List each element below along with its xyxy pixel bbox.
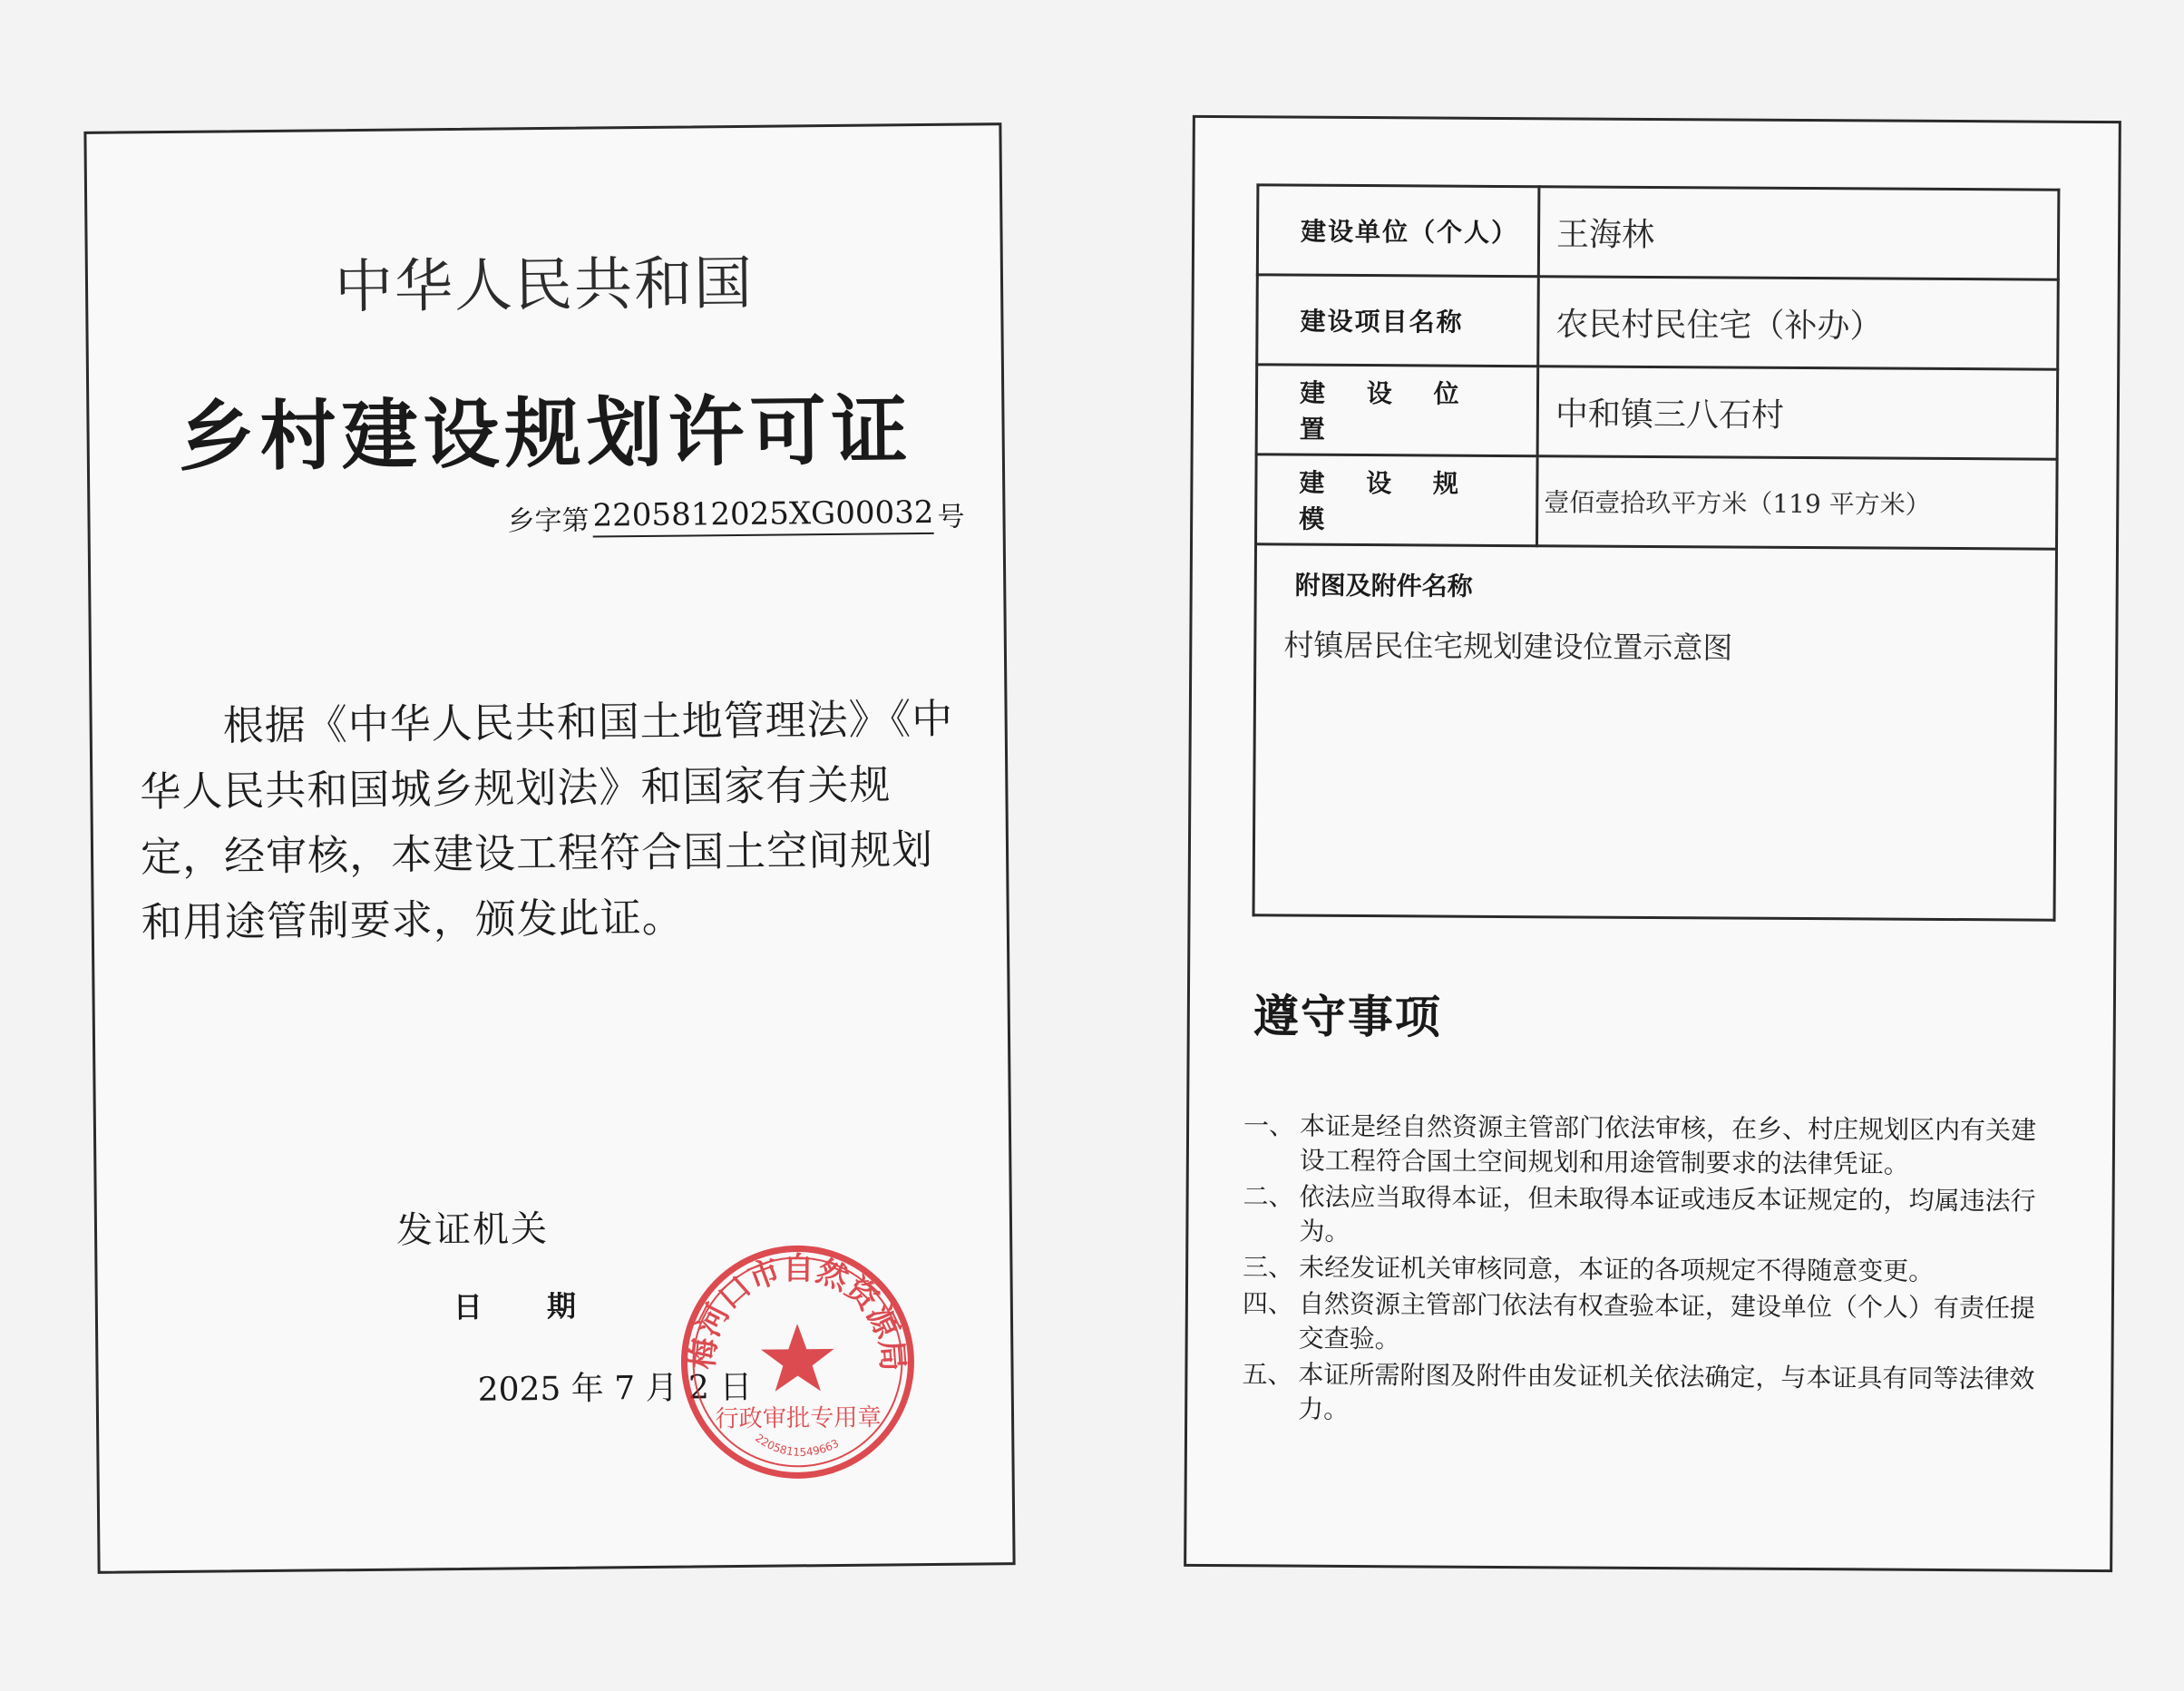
project-info-table (1253, 183, 2061, 921)
seal-sub-text: 行政审批专用章 (715, 1404, 882, 1433)
notice-text: 未经发证机关审核同意，本证的各项规定不得随意变更。 (1299, 1252, 1935, 1286)
table-row (1256, 455, 2058, 549)
serial-number-line (507, 494, 964, 539)
row-value: 壹佰壹拾玖平方米（119 平方米） (1537, 456, 2058, 549)
list-item (1243, 1286, 2059, 1360)
seal-star (761, 1324, 834, 1392)
notice-list (1242, 1109, 2060, 1432)
row-value: 农民村民住宅（补办） (1538, 277, 2059, 369)
list-item (1242, 1357, 2058, 1431)
notice-number: 二、 (1243, 1181, 1294, 1212)
notice-text: 依法应当取得本证，但未取得本证或违反本证规定的，均属违法行为。 (1299, 1181, 2036, 1246)
issuing-authority-label: 发证机关 (395, 1208, 550, 1252)
issue-date: 2025 年 7 月 2 日 (477, 1368, 753, 1409)
official-seal-icon (678, 1242, 918, 1482)
notice-text: 本证所需附图及附件由发证机关依法确定，与本证具有同等法律效力。 (1298, 1359, 2035, 1424)
serial-prefix: 乡字第 (507, 504, 590, 538)
table-row (1256, 365, 2058, 459)
notice-number: 一、 (1243, 1110, 1295, 1141)
row-label: 建设单位（个人） (1257, 185, 1539, 277)
row-label: 建 设 规 模 (1256, 455, 1538, 546)
date-label: 日 期 (453, 1288, 577, 1325)
row-label: 建 设 位 置 (1256, 365, 1538, 456)
row-value: 王海林 (1538, 187, 2059, 279)
legal-basis-text: 根据《中华人民共和国土地管理法》《中华人民共和国城乡规划法》和国家有关规定，经审核，本建设工程符合国土空间规划和用途管制要求，颁发此证。 (140, 694, 954, 947)
notice-text: 自然资源主管部门依法有权查验本证，建设单位（个人）有责任提交查验。 (1298, 1288, 2035, 1354)
table-row (1257, 185, 2059, 279)
row-value: 中和镇三八石村 (1537, 367, 2058, 459)
notice-number: 四、 (1242, 1288, 1294, 1319)
table-row (1253, 544, 2056, 920)
country-name: 中华人民共和国 (334, 249, 755, 322)
permit-front-page (83, 122, 1015, 1574)
seal-text: 梅河口市自然资源局 (684, 1250, 912, 1373)
seal-code: 2205811549663 (753, 1431, 842, 1459)
notice-number: 三、 (1243, 1252, 1294, 1283)
attachments-value: 村镇居民住宅规划建设位置示意图 (1283, 627, 1733, 666)
certificate-title: 乡村建设规划许可证 (178, 386, 914, 482)
svg-text:2205811549663 (753, 1431, 841, 1459)
list-item (1243, 1109, 2060, 1182)
list-item (1243, 1179, 2059, 1253)
serial-number: 2205812025XG00032 (592, 494, 933, 538)
row-label: 建设项目名称 (1257, 275, 1539, 367)
attachments-cell (1253, 544, 2056, 920)
notice-number: 五、 (1242, 1359, 1293, 1390)
table-row (1257, 275, 2059, 369)
attachments-label: 附图及附件名称 (1294, 570, 1473, 601)
permit-back-page (1184, 115, 2121, 1572)
list-item (1243, 1250, 2059, 1289)
notice-title: 遵守事项 (1253, 990, 1443, 1044)
serial-suffix: 号 (937, 501, 965, 533)
notice-text: 本证是经自然资源主管部门依法审核，在乡、村庄规划区内有关建设工程符合国土空间规划和用途管制要求的法律凭证。 (1299, 1110, 2037, 1179)
